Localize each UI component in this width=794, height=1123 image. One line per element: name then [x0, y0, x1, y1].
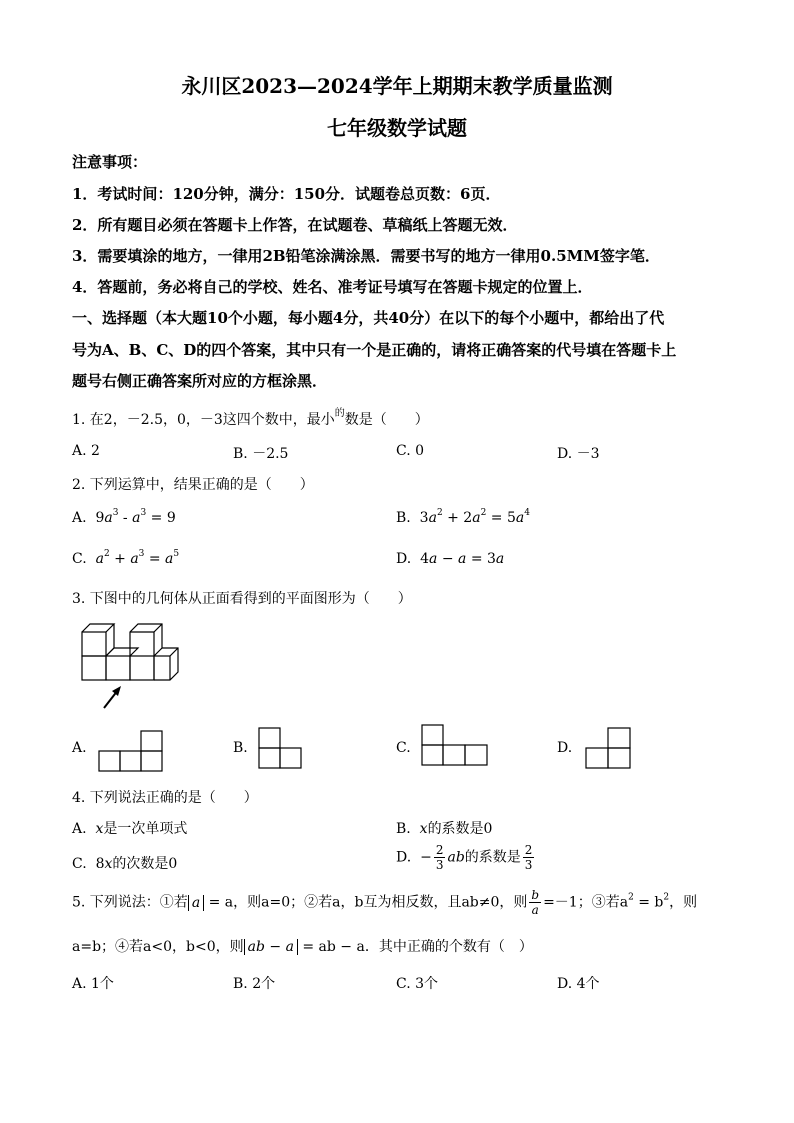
- question-3-stem: 3. 下图中的几何体从正面看得到的平面图形为（ ）: [72, 591, 412, 607]
- q5-option-b: B. 2个: [233, 976, 276, 992]
- section-instruction-line: 号为A、B、C、D的四个答案，其中只有一个是正确的，请将正确答案的代号填在答题卡上: [72, 341, 677, 359]
- question-1-stem: 1. 在2，－2.5，0，－3这四个数中，最小$^的$数是（ ）: [72, 408, 429, 428]
- note-item: 3．需要填涂的地方，一律用2B铅笔涂满涂黑．需要书写的地方一律用0.5MM签字笔．: [72, 247, 660, 265]
- question-5-line-2: a=b；④若a<0，b<0，则 ab − a = ab − a．其中正确的个数有（ ）: [72, 939, 533, 955]
- q3-option-a-label: A.: [72, 740, 87, 756]
- q4-option-d: D. − $\frac{2}{3}$ ab的系数是 $\frac{2}{3}$: [396, 843, 533, 872]
- q3-option-a-figure: [98, 729, 164, 773]
- note-item: 2．所有题目必须在答题卡上作答，在试题卷、草稿纸上答题无效．: [72, 216, 518, 234]
- question-4-stem: 4. 下列说法正确的是（ ）: [72, 790, 258, 806]
- question-2-stem: 2. 下列运算中，结果正确的是（ ）: [72, 477, 314, 493]
- note-item: 1．考试时间：120分钟，满分：150分．试题卷总页数：6页．: [72, 185, 501, 203]
- q5-option-a: A. 1个: [72, 976, 114, 992]
- q4-option-a: A. x是一次单项式: [72, 821, 188, 837]
- q5-option-c: C. 3个: [396, 976, 439, 992]
- q3-option-d-figure: [584, 726, 632, 770]
- question-5-line-1: 5. 下列说法：①若 a = a，则a=0；②若a，b互为相反数，且ab≠0，则 $\frac{b}{a}$ =－1；③若$a^2 = b^2$，则: [72, 888, 698, 917]
- q3-option-c-label: C.: [396, 740, 411, 756]
- q1-option-b: B. －2.5: [233, 446, 289, 462]
- q2-option-c: C. $a^2 + a^3 = a^5$: [72, 549, 180, 567]
- section-instruction-line: 题号右侧正确答案所对应的方框涂黑．: [72, 372, 328, 390]
- q4-option-b: B. x的系数是0: [396, 821, 493, 837]
- section-instruction-line: 一、选择题（本大题10个小题，每小题4分，共40分）在以下的每个小题中，都给出了代: [72, 309, 665, 327]
- q1-option-d: D. －3: [557, 446, 600, 462]
- exam-title: 永川区2023—2024学年上期期末教学质量监测: [181, 74, 613, 98]
- q3-option-d-label: D.: [557, 740, 573, 756]
- q3-option-b-label: B.: [233, 740, 248, 756]
- q2-option-a: A. $9a^3 - a^3 = 9$: [72, 508, 176, 526]
- q1-option-a: A. 2: [72, 443, 100, 459]
- notes-heading: 注意事项：: [72, 153, 148, 171]
- q2-option-b: B. $3a^2 + 2a^2 = 5a^4$: [396, 508, 530, 526]
- q3-option-b-figure: [258, 726, 304, 770]
- q5-option-d: D. 4个: [557, 976, 600, 992]
- q3-solid-figure: [78, 618, 184, 714]
- note-item: 4．答题前，务必将自己的学校、姓名、准考证号填写在答题卡规定的位置上．: [72, 278, 593, 296]
- q1-option-c: C. 0: [396, 443, 425, 459]
- exam-subtitle: 七年级数学试题: [327, 116, 467, 140]
- q2-option-d: D. 4a − a = 3a: [396, 551, 505, 567]
- q4-option-c: C. 8x的次数是0: [72, 856, 178, 872]
- q3-option-c-figure: [421, 723, 489, 767]
